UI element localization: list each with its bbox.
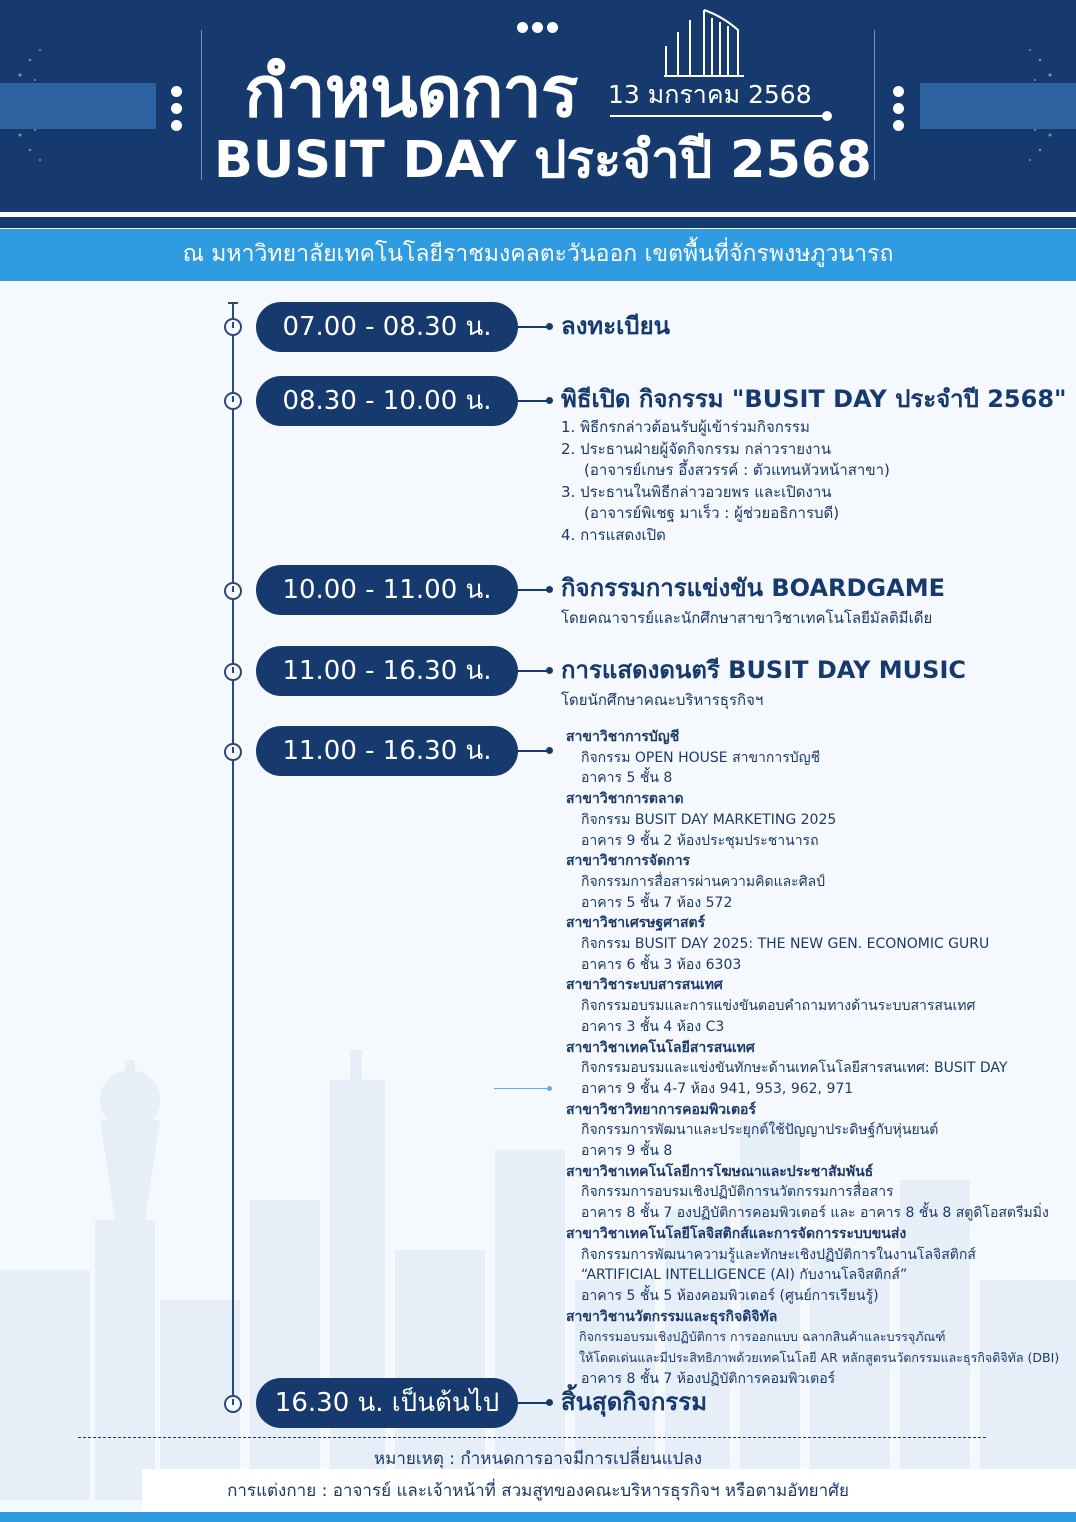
department-detail: กิจกรรม BUSIT DAY MARKETING 2025 <box>581 811 837 828</box>
bottom-bar <box>0 1512 1076 1522</box>
clock-icon <box>224 582 242 600</box>
clock-icon <box>224 1395 242 1413</box>
header <box>0 0 1076 228</box>
department-location: อาคาร 8 ชั้น 7 องปฏิบัติการคอมพิวเตอร์ และ อาคาร 8 ชั้น 8 สตูดิโอสตรีมมิ่ง <box>581 1205 1049 1222</box>
event-title: พิธีเปิด กิจกรรม "BUSIT DAY ประจำปี 2568" <box>561 385 1067 413</box>
top-dots <box>517 22 558 33</box>
location-text: ณ มหาวิทยาลัยเทคโนโลยีราชมงคลตะวันออก เขตพื้นที่จักรพงษภูวนารถ <box>182 241 894 267</box>
time-pill: 10.00 - 11.00 น. <box>256 565 518 615</box>
department-detail: กิจกรรมการพัฒนาและประยุกต์ใช้ปัญญาประดิษฐ์กับหุ่นยนต์ <box>581 1122 939 1139</box>
department-name: สาขาวิชาการตลาด <box>566 791 684 808</box>
department-location: อาคาร 9 ชั้น 2 ห้องประชุมประชานารถ <box>581 832 819 849</box>
department-activities <box>566 727 1059 1390</box>
department-detail: กิจกรรม OPEN HOUSE สาขาการบัญชี <box>581 749 821 766</box>
time-pill: 11.00 - 16.30 น. <box>256 726 518 776</box>
department-detail: กิจกรรม BUSIT DAY 2025: THE NEW GEN. ECONOMIC GURU <box>581 936 990 953</box>
department-location: อาคาร 5 ชั้น 8 <box>581 770 673 787</box>
time-pill: 08.30 - 10.00 น. <box>256 376 518 426</box>
department-detail: กิจกรรมการสื่อสารผ่านความคิดและศิลป์ <box>581 873 826 890</box>
agenda-item: 3. ประธานในพิธีกล่าวอวยพร และเปิดงาน <box>561 482 832 501</box>
footer-note: หมายเหตุ : กำหนดการอาจมีการเปลี่ยนแปลง <box>373 1449 703 1469</box>
department-name: สาขาวิชาการบัญชี <box>566 729 680 745</box>
department-detail: กิจกรรมอบรมเชิงปฏิบัติการ การออกแบบ ฉลากสินค้าและบรรจุภัณฑ์ <box>579 1329 946 1345</box>
event-title: สิ้นสุดกิจกรรม <box>561 1388 708 1416</box>
connector-line <box>518 326 550 328</box>
date-underline-dot <box>822 111 832 121</box>
department-detail: กิจกรรมอบรมและแข่งขันทักษะด้านเทคโนโลยีสารสนเทศ: BUSIT DAY <box>581 1060 1008 1077</box>
timeline-cap <box>228 302 238 304</box>
footer-divider <box>78 1437 986 1438</box>
department-detail: กิจกรรมอบรมและการแข่งขันตอบคำถามทางด้านระบบสารสนเทศ <box>581 998 976 1015</box>
vertical-dots-left <box>171 86 182 131</box>
department-location: อาคาร 5 ชั้น 5 ห้องคอมพิวเตอร์ (ศูนย์การเรียนรู้) <box>581 1287 879 1304</box>
header-divider-right <box>874 30 875 180</box>
clock-icon <box>224 392 242 410</box>
department-location: อาคาร 6 ชั้น 3 ห้อง 6303 <box>581 956 742 973</box>
time-pill: 11.00 - 16.30 น. <box>256 646 518 696</box>
accent-connector <box>494 1088 550 1089</box>
department-location: อาคาร 5 ชั้น 7 ห้อง 572 <box>581 894 733 911</box>
department-detail: “ARTIFICIAL INTELLIGENCE (AI) กับงานโลจิสติกส์” <box>581 1267 908 1284</box>
connector-line <box>518 1402 550 1404</box>
header-band-left <box>0 83 156 129</box>
clock-icon <box>224 743 242 761</box>
agenda-item-note: (อาจารย์พิเชฐ มาเร็ว : ผู้ช่วยอธิการบดี) <box>584 504 840 522</box>
connector-line <box>518 400 550 402</box>
time-pill: 07.00 - 08.30 น. <box>256 302 518 352</box>
building-icon <box>660 6 748 78</box>
date-underline <box>610 115 826 117</box>
page-subtitle: BUSIT DAY ประจำปี 2568 <box>214 131 872 190</box>
department-name: สาขาวิชาวิทยาการคอมพิวเตอร์ <box>566 1101 756 1118</box>
opening-agenda <box>561 417 890 546</box>
department-name: สาขาวิชาเทคโนโลยีการโฆษณาและประชาสัมพันธ์ <box>566 1163 874 1180</box>
agenda-item: 1. พิธีกรกล่าวต้อนรับผู้เข้าร่วมกิจกรรม <box>561 418 810 436</box>
event-subtitle: โดยนักศึกษาคณะบริหารธุรกิจฯ <box>561 691 764 709</box>
event-title: ลงทะเบียน <box>561 312 671 340</box>
time-pill: 16.30 น. เป็นต้นไป <box>256 1378 518 1428</box>
agenda-item: 4. การแสดงเปิด <box>561 525 666 544</box>
department-detail: ให้โดดเด่นและมีประสิทธิภาพด้วยเทคโนโลยี AR หลักสูตรนวัตกรรมและธุรกิจดิจิทัล (DBI) <box>579 1350 1060 1366</box>
timeline-line <box>232 302 234 1412</box>
department-detail: กิจกรรมการพัฒนาความรู้และทักษะเชิงปฏิบัติการในงานโลจิสติกส์ <box>581 1246 976 1263</box>
header-divider-left <box>201 30 202 180</box>
dress-code: การแต่งกาย : อาจารย์ และเจ้าหน้าที่ สวมสูทของคณะบริหารธุรกิจฯ หรือตามอัทยาศัย <box>227 1481 849 1501</box>
department-name: สาขาวิชานวัตกรรมและธุรกิจดิจิทัล <box>566 1308 778 1325</box>
location-banner <box>0 229 1076 281</box>
clock-icon <box>224 663 242 681</box>
department-location: อาคาร 9 ชั้น 4-7 ห้อง 941, 953, 962, 971 <box>581 1080 854 1097</box>
page-title: กำหนดการ <box>244 51 578 133</box>
connector-line <box>518 670 550 672</box>
vertical-dots-right <box>893 86 904 131</box>
department-name: สาขาวิชาเทคโนโลยีสารสนเทศ <box>566 1039 755 1056</box>
connector-line <box>518 589 550 591</box>
department-location: อาคาร 9 ชั้น 8 <box>581 1143 673 1160</box>
agenda-item-note: (อาจารย์เกษร อึ้งสวรรค์ : ตัวแทนหัวหน้าสาขา) <box>584 461 890 479</box>
department-location: อาคาร 3 ชั้น 4 ห้อง C3 <box>581 1018 725 1035</box>
header-band-right <box>920 83 1076 129</box>
department-location: อาคาร 8 ชั้น 7 ห้องปฏิบัติการคอมพิวเตอร์ <box>581 1370 836 1387</box>
department-name: สาขาวิชาเทคโนโลยีโลจิสติกส์และการจัดการระบบขนส่ง <box>566 1225 907 1242</box>
department-name: สาขาวิชาระบบสารสนเทศ <box>566 977 723 994</box>
connector-line <box>518 750 550 752</box>
header-rule <box>0 212 1076 217</box>
department-detail: กิจกรรมการอบรมเชิงปฏิบัติการนวัตกรรมการสื่อสาร <box>581 1184 894 1201</box>
department-name: สาขาวิชาการจัดการ <box>566 853 691 870</box>
clock-icon <box>224 318 242 336</box>
event-subtitle: โดยคณาจารย์และนักศึกษาสาขาวิชาเทคโนโลยีมัลติมีเดีย <box>561 609 933 627</box>
event-title: การแสดงดนตรี BUSIT DAY MUSIC <box>561 656 966 684</box>
event-title: กิจกรรมการแข่งขัน BOARDGAME <box>561 574 945 602</box>
department-name: สาขาวิชาเศรษฐศาสตร์ <box>566 915 706 932</box>
event-date: 13 มกราคม 2568 <box>608 80 812 109</box>
agenda-item: 2. ประธานฝ่ายผู้จัดกิจกรรม กล่าวรายงาน <box>561 439 831 458</box>
